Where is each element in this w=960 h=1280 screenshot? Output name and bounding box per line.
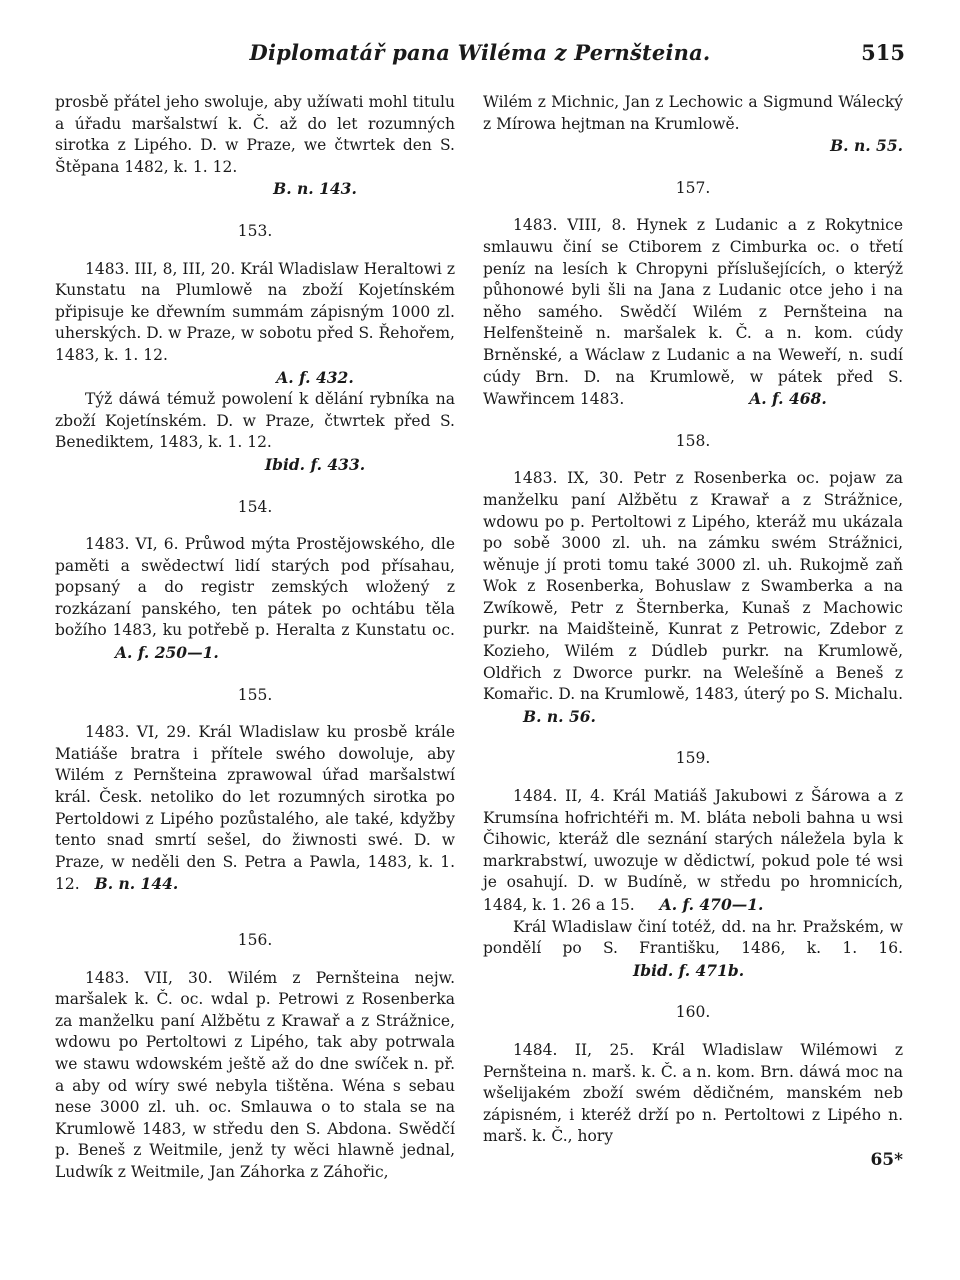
source-reference: A. f. 250—1. <box>115 643 219 663</box>
left-column <box>55 92 455 1184</box>
running-title: Diplomatář pana Wiléma z Pernšteina. <box>249 40 711 65</box>
entry-number-155: 155. <box>237 685 273 704</box>
entry-number-157: 157. <box>675 178 711 197</box>
source-reference: B. n. 143. <box>273 179 357 199</box>
entry-160-text: 1484. II, 25. Král Wladislaw Wilémowi z Pernšteina n. marš. k. Č. a n. kom. Brn. dáwá moc na wšelijakém zboží swém dědičném, manském neb zápisném, i kteréž drží po n. Pertoltowi z Lipého n. marš. k. Č., hory <box>483 1040 903 1146</box>
continued-paragraph: Wilém z Michnic, Jan z Lechowic a Sigmund Wálecký z Mírowa hejtman na Krumlowě. <box>483 93 903 133</box>
entry-153-text-2: Týž dáwá témuž powolení k dělání rybníka na zboží Kojetínském. D. w Praze, čtwrtek před S. Benediktem, 1483, k. 1. 12. <box>55 390 455 452</box>
entry-159-text-2: Král Wladislaw činí totéž, dd. na hr. Pražském, w pondělí po S. Františku, 1486, k. 1. 16. <box>483 917 903 958</box>
source-reference: B. n. 144. <box>94 874 179 894</box>
entry-153-text: 1483. III, 8, III, 20. Král Wladislaw Heraltowi z Kunstatu na Plumlowě na zboží Kojetínském připisuje ke dřewním summám zápisným 1000 zl. uherských. D. w Praze, w sobotu před S. Řehořem, 1483, k. 1. 12. <box>55 259 455 364</box>
entry-159-text: 1484. II, 4. Král Matiáš Jakubowi z Šárowa a z Krumsína hofrichtéři m. M. bláta neboli bahna u wsi Čihowic, kteráž dle seznání starých náležela byla k markrabstwí, uwozuje w dědictwí, pokud pole té wsi je osahují. D. w Budíně, w středu po hromnicích, 1484, k. 1. 26 a 15. <box>483 787 903 914</box>
source-reference: Ibid. f. 471b. <box>633 960 745 980</box>
source-reference: B. n. 56. <box>523 706 596 726</box>
entry-154-text: 1483. VI, 6. Průwod mýta Prostějowského, dle paměti a swědectwí lidí starých pod přísahau, popsaný a do registr zemských wložený z rozkázaní panského, ten pátek po ochtábu těla božího 1483, ku potřebě p. Heralta z Kunstatu oc. <box>55 535 455 640</box>
entry-number-159: 159. <box>675 749 711 768</box>
page-number: 515 <box>861 40 905 65</box>
entry-155-text: 1483. VI, 29. Král Wladislaw ku prosbě krále Matiáše bratra i přítele swého dowoluje, aby Wilém z Pernšteina zprawowal úřad maršalstwí král. Česk. netoliko do let rozumných sirotka po Pertoldowi z Lipého pozůstalého, ale také, kdyžby tento snad smrtí sešel, do žiwnosti swé. D. w Praze, w neděli den S. Petra a Pawla, 1483, k. 1. 12. <box>55 723 455 894</box>
entry-number-160: 160. <box>675 1003 711 1022</box>
entry-number-156: 156. <box>237 931 273 949</box>
source-reference: A. f. 468. <box>749 389 827 409</box>
source-reference: B. n. 55. <box>830 136 903 156</box>
right-column <box>483 92 903 1170</box>
entry-157-text: 1483. VIII, 8. Hynek z Ludanic a z Rokytnice smlauwu činí se Ctiborem z Cimburka oc. o třetí peníz na lesích k Chropyni příslušejících, o kterýž půhonowé byli šli na Jana z Ludanic otce jeho i na něho samého. Swědčí Wilém z Pernšteina na Helfenšteině n. maršalek k. Č. a n. kom. cúdy Brněnské, a Wáclaw z Ludanic a na Weweří, n. sudí cúdy Brn. D. na Krumlowě, w pátek před S. Wawřincem 1483. <box>483 216 903 409</box>
entry-158-text: 1483. IX, 30. Petr z Rosenberka oc. pojaw za manželku paní Alžbětu z Krawař a z Strážnice, wdowu po p. Pertoltowi z Lipého, kteráž mu ukázala po sobě 3000 zl. uh. na zámku swém Strážnici, wěnuje jí proti tomu také 3000 zl. uh. Rukojmě zaň Wok z Rosenberka, Bohuslaw z Swamberka a na Zwíkowě, Petr z Šternberka, Kunaš z Machowic purkr. na Maidšteině, Kunrat z Petrowic, Zdebor z Kozieho, Wilém z Dúdleb purkr. na Krumlowě, Oldřich z Dworce purkr. na Welešíně a Beneš z Komařic. D. na Krumlowě, 1483, úterý po S. Michalu. <box>483 469 903 704</box>
page-header <box>55 40 905 74</box>
signature-mark: 65* <box>870 1149 903 1170</box>
continued-paragraph: prosbě přátel jeho swoluje, aby užíwati mohl titulu a úřadu maršalstwí k. Č. až do let rozumných sirotka z Lipého. D. w Praze, we čtwrtek den S. Štěpana 1482, k. 1. 12. <box>55 93 455 176</box>
source-reference: A. f. 470—1. <box>659 895 764 914</box>
entry-number-154: 154. <box>237 497 273 516</box>
entry-156-text: 1483. VII, 30. Wilém z Pernšteina nejw. maršalek k. Č. oc. wdal p. Petrowi z Rosenberka za manželku paní Alžbětu z Krawař a z Strážnice, wdowu po Pertoltowi z Lipého, tak aby potrwala we stawu wdowském ještě až do dne swíček n. př. a aby od wíry swé nebyla tištěna. Wéna s sebau nese 3000 zl. uh. oc. Smlauwa o to stala se na Krumlowě 1483, w středu den S. Abdona. Swědčí p. Beneš z Weitmile, jenž ty wěci hlawně jednal, Ludwík z Weitmile, Jan Záhorka z Záhořic, <box>55 968 455 1181</box>
entry-number-158: 158. <box>675 431 711 450</box>
source-reference: A. f. 432. <box>276 367 354 387</box>
entry-number-153: 153. <box>237 221 273 240</box>
source-reference: Ibid. f. 433. <box>264 454 366 474</box>
